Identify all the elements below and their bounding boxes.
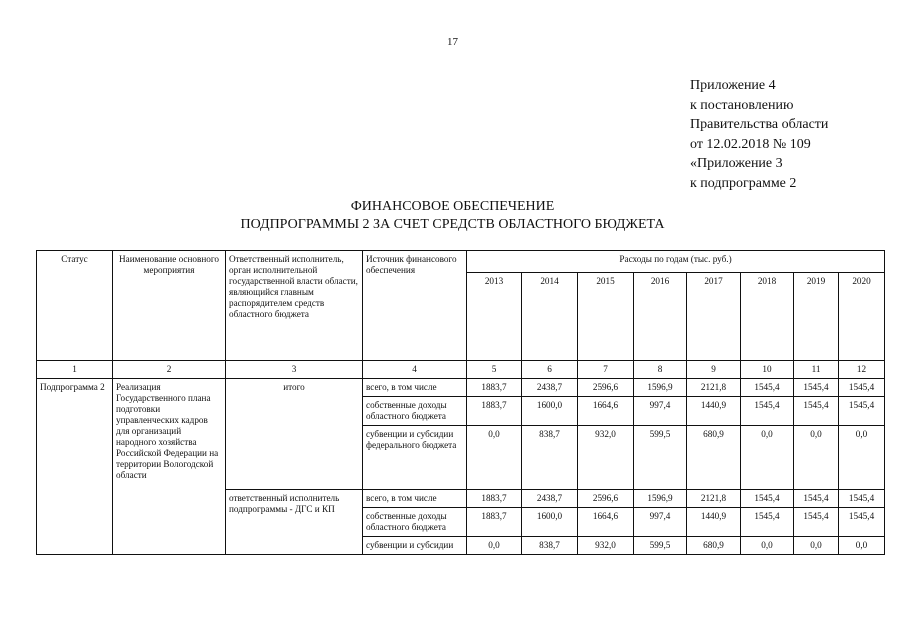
source-cell: субвенции и субсидии федерального бюджета <box>363 426 467 490</box>
value-cell: 997,4 <box>634 397 687 426</box>
value-cell: 838,7 <box>522 426 578 490</box>
value-cell: 1440,9 <box>687 397 741 426</box>
source-cell: субвенции и субсидии <box>363 537 467 555</box>
value-cell: 0,0 <box>839 426 885 490</box>
value-cell: 1440,9 <box>687 508 741 537</box>
value-cell: 0,0 <box>467 537 522 555</box>
index-cell: 11 <box>794 361 839 379</box>
source-cell: собственные доходы областного бюджета <box>363 397 467 426</box>
value-cell: 1883,7 <box>467 397 522 426</box>
value-cell: 932,0 <box>578 426 634 490</box>
executor-cell: ответственный исполнитель подпрограммы - ДГС и КП <box>226 490 363 555</box>
value-cell: 1545,4 <box>839 397 885 426</box>
value-cell: 0,0 <box>794 426 839 490</box>
value-cell: 932,0 <box>578 537 634 555</box>
index-cell: 1 <box>37 361 113 379</box>
appendix-line: к постановлению <box>690 97 794 113</box>
index-cell: 9 <box>687 361 741 379</box>
index-cell: 8 <box>634 361 687 379</box>
value-cell: 2121,8 <box>687 379 741 397</box>
value-cell: 680,9 <box>687 537 741 555</box>
value-cell: 0,0 <box>741 537 794 555</box>
source-cell: всего, в том числе <box>363 490 467 508</box>
value-cell: 1883,7 <box>467 379 522 397</box>
value-cell: 1664,6 <box>578 397 634 426</box>
value-cell: 1883,7 <box>467 508 522 537</box>
value-cell: 2121,8 <box>687 490 741 508</box>
value-cell: 599,5 <box>634 537 687 555</box>
document-title <box>0 198 905 234</box>
value-cell: 1600,0 <box>522 397 578 426</box>
index-cell: 12 <box>839 361 885 379</box>
event-cell: Реализация Государственного плана подготовки управленческих кадров для организаций народного хозяйства Российской Федерации на территории Вологодской области <box>113 379 226 555</box>
index-cell: 2 <box>113 361 226 379</box>
header-year: 2016 <box>634 273 687 361</box>
header-year: 2014 <box>522 273 578 361</box>
value-cell: 1545,4 <box>741 397 794 426</box>
header-year: 2018 <box>741 273 794 361</box>
value-cell: 1545,4 <box>794 490 839 508</box>
value-cell: 1545,4 <box>839 379 885 397</box>
value-cell: 1545,4 <box>741 490 794 508</box>
value-cell: 2596,6 <box>578 490 634 508</box>
executor-cell: итого <box>226 379 363 490</box>
header-expenses: Расходы по годам (тыс. руб.) <box>467 251 885 273</box>
appendix-line: Правительства области <box>690 117 829 132</box>
value-cell: 2596,6 <box>578 379 634 397</box>
value-cell: 1883,7 <box>467 490 522 508</box>
value-cell: 1545,4 <box>839 490 885 508</box>
page-number: 17 <box>447 36 458 48</box>
value-cell: 1596,9 <box>634 379 687 397</box>
value-cell: 1545,4 <box>741 379 794 397</box>
index-cell: 5 <box>467 361 522 379</box>
value-cell: 0,0 <box>741 426 794 490</box>
status-cell: Подпрограмма 2 <box>37 379 113 555</box>
appendix-line: «Приложение 3 <box>690 156 783 171</box>
index-cell: 3 <box>226 361 363 379</box>
header-event: Наименование основного мероприятия <box>113 251 226 361</box>
header-executor: Ответственный исполнитель, орган исполнительной государственной власти области, являющийся главным распорядителем средств областного бюджета <box>226 251 363 361</box>
header-year: 2013 <box>467 273 522 361</box>
table-row <box>37 379 885 397</box>
index-cell: 4 <box>363 361 467 379</box>
value-cell: 2438,7 <box>522 379 578 397</box>
header-year: 2019 <box>794 273 839 361</box>
source-cell: собственные доходы областного бюджета <box>363 508 467 537</box>
value-cell: 599,5 <box>634 426 687 490</box>
value-cell: 1664,6 <box>578 508 634 537</box>
financing-table <box>36 250 885 555</box>
header-year: 2020 <box>839 273 885 361</box>
appendix-line: от 12.02.2018 № 109 <box>690 136 811 152</box>
header-year: 2017 <box>687 273 741 361</box>
value-cell: 997,4 <box>634 508 687 537</box>
index-cell: 7 <box>578 361 634 379</box>
header-source: Источник финансового обеспечения <box>363 251 467 361</box>
appendix-block <box>690 76 828 193</box>
source-cell: всего, в том числе <box>363 379 467 397</box>
index-cell: 6 <box>522 361 578 379</box>
title-line-1: ФИНАНСОВОЕ ОБЕСПЕЧЕНИЕ <box>350 199 555 214</box>
value-cell: 1596,9 <box>634 490 687 508</box>
value-cell: 2438,7 <box>522 490 578 508</box>
title-line-2: ПОДПРОГРАММЫ 2 ЗА СЧЕТ СРЕДСТВ ОБЛАСТНОГО БЮДЖЕТА <box>240 217 665 232</box>
value-cell: 1545,4 <box>794 508 839 537</box>
value-cell: 1545,4 <box>794 379 839 397</box>
value-cell: 1600,0 <box>522 508 578 537</box>
appendix-line: Приложение 4 <box>690 78 776 93</box>
index-cell: 10 <box>741 361 794 379</box>
value-cell: 1545,4 <box>794 397 839 426</box>
value-cell: 1545,4 <box>839 508 885 537</box>
appendix-line: к подпрограмме 2 <box>690 175 797 191</box>
value-cell: 0,0 <box>467 426 522 490</box>
index-row <box>37 361 885 379</box>
value-cell: 838,7 <box>522 537 578 555</box>
value-cell: 680,9 <box>687 426 741 490</box>
value-cell: 1545,4 <box>741 508 794 537</box>
header-status: Статус <box>37 251 113 361</box>
value-cell: 0,0 <box>839 537 885 555</box>
header-year: 2015 <box>578 273 634 361</box>
value-cell: 0,0 <box>794 537 839 555</box>
